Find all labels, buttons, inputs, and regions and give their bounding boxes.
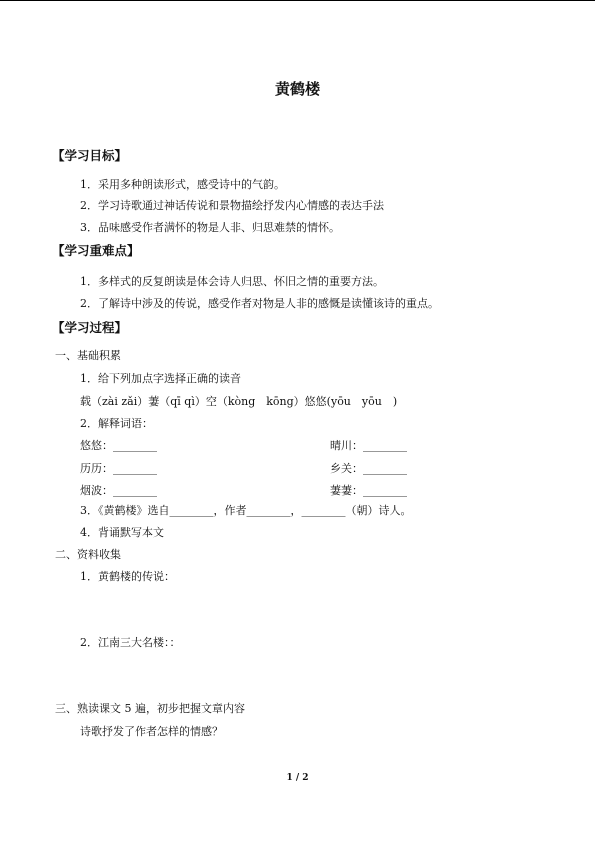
question-1: 1．给下列加点字选择正确的读音	[80, 372, 241, 385]
part2-question-2: 2．江南三大名楼：：	[80, 636, 181, 649]
vocab-item-right: 乡关：________	[330, 462, 407, 475]
part3-title: 三、熟读课文 5 遍，初步把握文章内容	[55, 702, 245, 715]
goal-item: 2．学习诗歌通过神话传说和景物描绘抒发内心情感的表达手法	[80, 199, 384, 212]
page-number: 1 / 2	[286, 773, 309, 783]
vocab-item-right: 萋萋：________	[330, 484, 407, 497]
process-heading: 【学习过程】	[52, 320, 128, 335]
question-4: 4．背诵默写本文	[80, 526, 164, 539]
goals-heading: 【学习目标】	[52, 148, 128, 163]
top-rule	[0, 0, 595, 1]
key-point-item: 2．了解诗中涉及的传说，感受作者对物是人非的感慨是读懂该诗的重点。	[80, 297, 439, 310]
goal-item: 1．采用多种朗读形式，感受诗中的气韵。	[80, 178, 285, 191]
vocab-item-left: 历历：________	[80, 462, 157, 475]
key-points-heading: 【学习重难点】	[52, 243, 140, 258]
key-point-item: 1．多样式的反复朗读是体会诗人归思、怀旧之情的重要方法。	[80, 275, 384, 288]
vocab-item-right: 晴川：________	[330, 439, 407, 452]
page-title: 黄鹤楼	[274, 80, 320, 98]
vocab-item-left: 悠悠：________	[80, 439, 157, 452]
vocab-item-left: 烟波：________	[80, 484, 157, 497]
part1-title: 一、基础积累	[55, 349, 121, 362]
question-3: 3．《黄鹤楼》选自________，作者________，________（朝）诗人。	[80, 504, 412, 517]
part2-question-1: 1．黄鹤楼的传说：	[80, 570, 175, 583]
question-2: 2．解释词语：	[80, 417, 153, 430]
goal-item: 3．品味感受作者满怀的物是人非、归思难禁的情怀。	[80, 221, 340, 234]
part3-question: 诗歌抒发了作者怎样的情感？	[80, 725, 223, 738]
part2-title: 二、资料收集	[55, 548, 121, 561]
question-1-options: 载（zài zǎi）萋（qī qì）空（kòng kōng）悠悠(yōu yōu )	[80, 395, 398, 408]
